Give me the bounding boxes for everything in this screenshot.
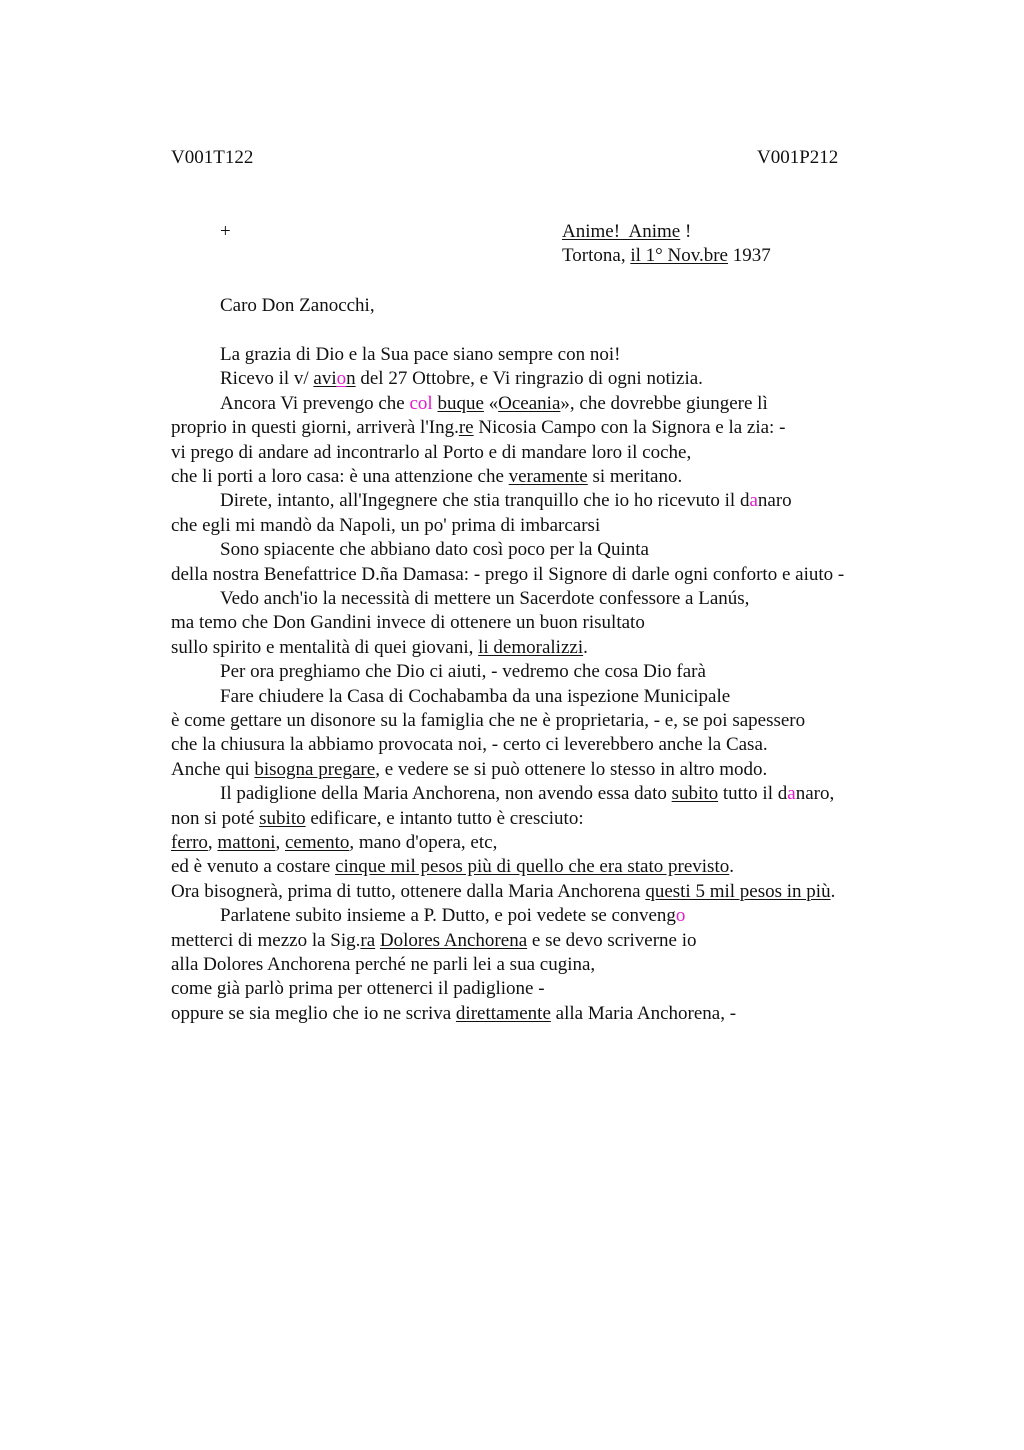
text-run: Sono spiacente che abbiano dato così poco per la Quinta [220,539,649,561]
text-run: Anche qui [171,758,255,780]
text-run: mattoni [217,832,276,853]
text-run: re [458,417,474,439]
document-code-left: V001T122 [171,147,254,168]
salutation: Caro Don Zanocchi, [220,295,375,316]
date-line [562,244,771,268]
letter-line [171,441,691,465]
text-run: subito [259,807,306,829]
text-run: subito [671,783,719,805]
text-run: Parlatene subito insieme a P. Dutto, e poi vedete se conveng [220,905,676,927]
text-run: , [275,832,285,853]
text-run: n [346,368,356,390]
date-day: il 1° Nov.bre [630,245,728,266]
letter-line [171,611,645,635]
text-run: o [675,905,686,927]
letter-line [171,465,682,489]
text-run: Dolores Anchorena [379,929,528,951]
text-run: a [749,490,758,512]
text-run: direttamente [455,1002,551,1024]
text-run: ed è venuto a costare [171,856,336,878]
text-run: come già parlò prima per ottenerci il padiglione - [171,978,545,1000]
text-run: « [483,392,499,414]
text-run: a [787,783,796,805]
text-run: », che dovrebbe giungere lì [560,392,768,414]
document-code-right: V001P212 [757,147,839,168]
text-run: Vedo anch'io la necessità di mettere un Sacerdote confessore a Lanús, [220,588,750,609]
letter-line [171,392,768,416]
text-run: naro, [795,783,835,805]
motto-part: Anime! [562,221,621,242]
text-run: è come gettare un disonore su la famiglia che ne è proprietaria, - e, se poi sapessero [171,710,806,731]
letter-line [171,758,767,782]
text-run: o [336,368,347,390]
letter-line [171,782,834,806]
letter-line [171,685,730,709]
letter-line [171,733,768,757]
letter-line [171,709,805,733]
text-run: edificare, e intanto tutto è cresciuto: [305,807,584,829]
text-run: . [830,880,836,902]
letter-line [171,1002,736,1026]
text-run: che la chiusura la abbiamo provocata noi, - certo ci leverebbero anche la Casa. [171,734,768,756]
text-run: , mano d'opera, etc, [349,832,498,853]
text-run: col [409,392,433,414]
text-run: ma temo che Don Gandini invece di ottenere un buon risultato [171,612,645,634]
letter-line [171,660,706,684]
text-run: veramente [508,466,588,487]
letter-line [171,563,844,587]
letter-line [171,807,584,831]
letter-line [171,855,734,879]
cross-symbol: + [220,221,231,242]
letter-line [171,538,649,562]
text-run: tutto il d [718,783,788,805]
text-run: cinque mil pesos più di quello che era stato previsto [335,856,730,878]
text-run: Direte, intanto, all'Ingegnere che stia tranquillo che io ho ricevuto il d [220,490,750,512]
text-run: del 27 Ottobre, e Vi ringrazio di ogni notizia. [355,368,703,390]
text-run: Per ora preghiamo che Dio ci aiuti, - vedremo che cosa Dio farà [220,661,706,683]
motto-line [562,220,691,244]
letter-line [171,636,588,660]
date-year: 1937 [727,245,771,266]
text-run: questi 5 mil pesos in più [645,880,831,902]
text-run: che li porti a loro casa: è una attenzione che [171,466,509,487]
text-run: proprio in questi giorni, arriverà l'Ing. [171,417,459,439]
letter-line [171,977,545,1001]
letter-line [171,831,497,855]
text-run: Fare chiudere la Casa di Cochabamba da una ispezione Municipale [220,685,731,707]
letter-line [171,489,792,513]
text-run: metterci di mezzo la Sig. [171,929,361,951]
letter-line [171,880,835,904]
text-run: non si poté [171,807,260,829]
text-run: alla Dolores Anchorena perché ne parli lei a sua cugina, [171,954,596,975]
letter-line [171,343,620,367]
letter-line [171,514,600,538]
letter-line [171,904,685,928]
text-run: sullo spirito e mentalità di quei giovani, [171,636,479,658]
text-run: Nicosia Campo con la Signora e la zia: - [473,417,786,439]
letter-line [171,587,749,611]
text-run: , [207,832,218,853]
text-run: naro [757,490,792,512]
letter-line [171,929,697,953]
motto-part: ! [680,221,692,242]
text-run: della nostra Benefattrice D.ña Damasa: - prego il Signore di darle ogni conforto e aiuto - [171,563,845,585]
text-run: La grazia di Dio e la Sua pace siano sempre con noi! [220,344,621,365]
text-run: ra [360,929,376,951]
text-run: avi [313,368,337,390]
text-run: oppure se sia meglio che io ne scriva [171,1002,456,1024]
text-run: che egli mi mandò da Napoli, un po' prima di imbarcarsi [171,514,601,536]
text-run: alla Maria Anchorena, - [550,1002,737,1024]
text-run: Ricevo il v/ [220,368,314,390]
text-run: Ora bisognerà, prima di tutto, ottenere dalla Maria Anchorena [171,880,646,902]
text-run: e se devo scriverne io [527,929,697,951]
text-run: ferro [171,832,208,853]
text-run: Il padiglione della Maria Anchorena, non avendo essa dato [220,783,672,805]
text-run: bisogna pregare [254,758,376,780]
text-run: li demoralizzi [478,636,584,658]
text-run: si meritano. [587,466,683,487]
letter-line [171,416,785,440]
date-place: Tortona, [562,245,631,266]
motto-space [620,221,628,242]
letter-line [171,953,595,977]
letter-line [171,367,703,391]
text-run: . [583,636,588,658]
text-run: vi prego di andare ad incontrarlo al Porto e di mandare loro il coche, [171,441,692,463]
text-run: cemento [284,832,350,853]
text-run: Ancora Vi prevengo che [220,392,410,414]
text-run: buque [437,392,484,414]
text-run: Oceania [498,392,561,414]
text-run: , e vedere se si può ottenere lo stesso in altro modo. [375,758,768,780]
text-run: . [729,856,734,878]
motto-part: Anime [628,221,681,242]
